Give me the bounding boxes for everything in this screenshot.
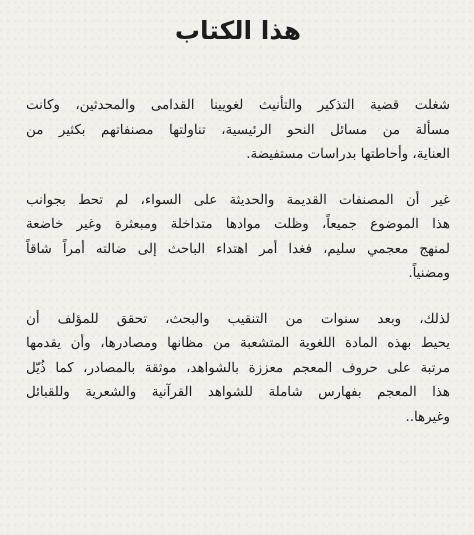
paragraph-line: ومضنياً. bbox=[408, 266, 450, 281]
paragraph-line: العناية، وأحاطتها بدراسات مستفيضة. bbox=[246, 147, 450, 162]
paragraph-line: هذا المعجم بفهارس شاملة للشواهد القرآنية والشعرية وللقبائل bbox=[26, 385, 450, 400]
paragraph-line: غير أن المصنفات القديمة والحديثة على السواء، لم تحط بجوانب bbox=[26, 192, 450, 208]
paragraph-line: لمنهج معجمي سليم، فغدا أمر اهتداء الباحث إلى ضالته أمراً شاقاً bbox=[26, 241, 450, 257]
paragraph-line: مسألة من مسائل النحو الرئيسية، تناولتها مصنفاتهم بكثير من bbox=[26, 122, 450, 138]
page-title: هذا الكتاب bbox=[174, 16, 302, 45]
paragraph-3 bbox=[26, 308, 450, 431]
paragraph-line: لذلك، وبعد سنوات من التنقيب والبحث، تحقق للمؤلف أن bbox=[26, 311, 450, 327]
paragraph-line: مرتبة على حروف المعجم معززة بالشواهد، موثقة بالمصادر، كما ذُيّل bbox=[26, 360, 450, 376]
paragraph-1 bbox=[26, 94, 450, 168]
paragraph-2 bbox=[26, 189, 450, 287]
paragraph-line: شغلت قضية التذكير والتأنيث لغويينا القدامى والمحدثين، وكانت bbox=[26, 98, 450, 113]
paragraph-line: هذا الموضوع جميعاً، وظلت موادها متداخلة ومبعثرة وغير خاضعة bbox=[26, 217, 450, 232]
paragraph-line: يحيط بهذه المادة اللغوية المتشعبة من مظانها ومصادرها، وأن يقدمها bbox=[26, 336, 450, 351]
paragraph-line: وغيرها.. bbox=[405, 409, 450, 425]
